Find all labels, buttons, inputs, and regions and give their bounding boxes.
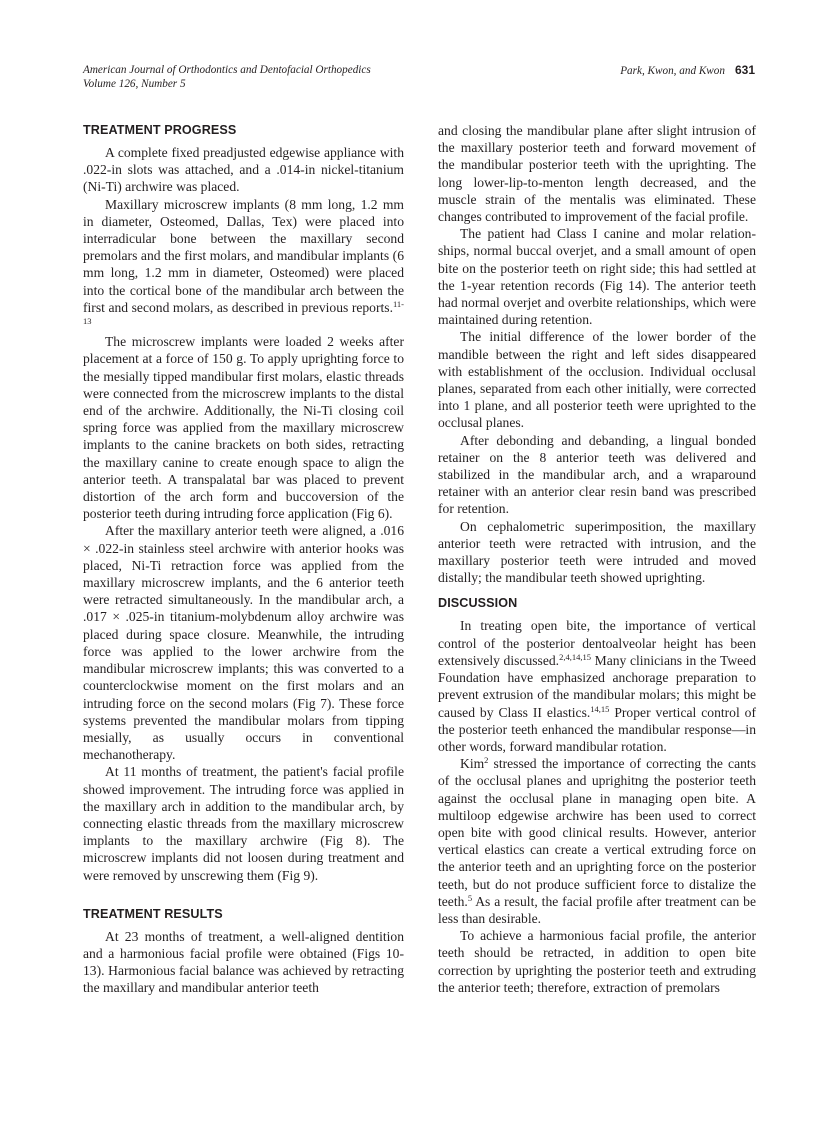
paragraph <box>83 196 404 334</box>
journal-citation <box>83 63 503 91</box>
page-number: 631 <box>734 63 755 77</box>
paragraph: On cephalometric superimposition, the maxillary anterior teeth were retracted with intrusion, and the maxillary posterior teeth were intruded and moved distally; the mandibular teeth showed uprighting. <box>438 518 756 586</box>
paragraph: The microscrew implants were loaded 2 weeks after placement at a force of 150 g. To apply uprighting force to the mesially tipped mandibular first molars, elastic threads were connected from the microscrew implants to the distal end of the archwire. Additionally, the Ni-Ti closing coil spring force was applied from the maxillary microscrew implants to the canine brackets on both sides, retracting the maxillary canine to create enough space to align the anterior teeth. A transpalatal bar was placed to prevent distortion of the arch form and buccoversion of the posterior teeth during intruding force application (Fig 6). <box>83 334 404 522</box>
reference-superscript: 2,4,14,15 <box>559 651 591 662</box>
paragraph-text: Proper vertical control of the posterior teeth enhanced the mandibular response—in other words, forward mandibular rotation. <box>438 704 757 754</box>
paragraph: After the maxillary anterior teeth were aligned, a .016 × .022-in stainless steel archwire with anterior hooks was placed, Ni-Ti retraction force was applied from the maxillary microscrew implants, and the 6 anterior teeth were retracted simultaneously. In the mandibular arch, a .017 × .025-in titanium-molybdenum alloy archwire was placed during space closure. Meanwhile, the intruding force was applied to the lower archwire from the mandibular microscrew implants; this was converted to a counterclockwise moment on the first molars and an intruding force on the second molars (Fig 7). These force systems prevented the mandibular molars from tipping mesially, as usually occurs in conventional mechanotherapy. <box>83 523 404 763</box>
paragraph: The patient had Class I canine and molar relationships, normal buccal overjet, and a small amount of open bite on the posterior teeth on right side; this had settled at the 1-year retention records (Fig 14). The anterior teeth had normal overjet and overbite relationships, which were maintained during retention. <box>438 226 756 328</box>
right-column <box>438 122 756 996</box>
paragraph: A complete fixed preadjusted edgewise appliance with .022-in slots was attached, and a .014-in nickel-titanium (Ni-Ti) archwire was placed. <box>83 145 404 195</box>
paragraph: After debonding and debanding, a lingual bonded retainer on the 8 anterior teeth was delivered and stabilized in the mandibular arch, and a wraparound retainer with an anterior clear resin band was prescribed for retention. <box>438 432 756 517</box>
paragraph-text: Many clinicians in the Tweed Foundation have emphasized anchorage preparation to prevent extrusion of the mandibular molars; this might be caused by Class II elastics. <box>438 652 756 720</box>
paragraph-text: In treating open bite, the importance of vertical control of the posterior dentoalveolar height has been extensively discussed. <box>438 618 756 668</box>
reference-superscript: 14,15 <box>590 703 610 714</box>
journal-title: American Journal of Orthodontics and Dentofacial Orthopedics <box>83 64 371 76</box>
paragraph: At 23 months of treatment, a well-aligned dentition and a harmonious facial profile were obtained (Figs 10-13). Harmonious facial balance was achieved by retracting the maxillary and mandibular anterior teeth <box>83 928 404 996</box>
section-heading-treatment-results: TREATMENT RESULTS <box>83 906 223 921</box>
section-heading-treatment-progress: TREATMENT PROGRESS <box>83 123 237 137</box>
paragraph <box>438 617 756 755</box>
paragraph-text: stressed the importance of correcting the cants of the occlusal planes and uprighitng the posterior teeth against the occlusal plane in managing open bite. A multiloop edgewise archwire has been used to correct open bite with good clinical results. However, anterior vertical elastics can create a vertical extruding force on the anterior teeth and an uprighting force on the posterior teeth, but do not produce sufficient force to distalize the teeth. <box>438 756 756 909</box>
volume-issue: Volume 126, Number 5 <box>83 78 186 90</box>
author-page <box>620 63 755 78</box>
paragraph-text: Kim <box>460 756 485 772</box>
paragraph: At 11 months of treatment, the patient's facial profile showed improvement. The intruding force was applied in the maxillary arch in addition to the mandibular arch, by connecting elastic threads from the maxillary microscrew implants to the maxillary archwire (Fig 8). The microscrew implants did not loosen during treatment and were removed by unscrewing them (Fig 9). <box>83 764 404 883</box>
paragraph <box>438 755 756 927</box>
running-authors: Park, Kwon, and Kwon <box>620 65 725 77</box>
left-column <box>83 122 404 997</box>
reference-superscript: 2 <box>484 755 489 766</box>
paragraph: The initial difference of the lower border of the mandible between the right and left sides disappeared with establishment of the occlusion. Individual occlusal planes, separated from each other initially, were corrected into 1 plane, and all posterior teeth were uprighted to the occlusal planes. <box>438 329 756 431</box>
reference-superscript: 5 <box>467 892 473 903</box>
paragraph: and closing the mandibular plane after slight intrusion of the maxillary posterior teeth and forward movement of the mandibular posterior teeth with the uprighting. The long lower-lip-to-menton length decreased, and the muscle strain of the mentalis was eliminated. These changes contributed to improvement of the facial profile. <box>438 123 756 225</box>
paragraph-text: Maxillary microscrew implants (8 mm long, 1.2 mm in diameter, Osteomed, Dallas, Tex) were placed into interradicular bone between the maxillary second premolars and the first molars, and mandibular implants (6 mm long, 1.2 mm in diameter, Osteomed) were placed into the cortical bone of the mandibular arch between the first and second molars, as described in previous reports. <box>83 196 404 315</box>
paragraph: To achieve a harmonious facial profile, the anterior teeth should be retracted, in addition to open bite correction by uprighting the posterior teeth and extruding the anterior teeth; therefore, extraction of premolars <box>438 928 756 995</box>
section-heading-discussion: DISCUSSION <box>438 596 518 611</box>
paragraph-text: As a result, the facial profile after treatment can be less than desirable. <box>438 893 756 926</box>
reference-superscript: 11-13 <box>83 298 404 327</box>
